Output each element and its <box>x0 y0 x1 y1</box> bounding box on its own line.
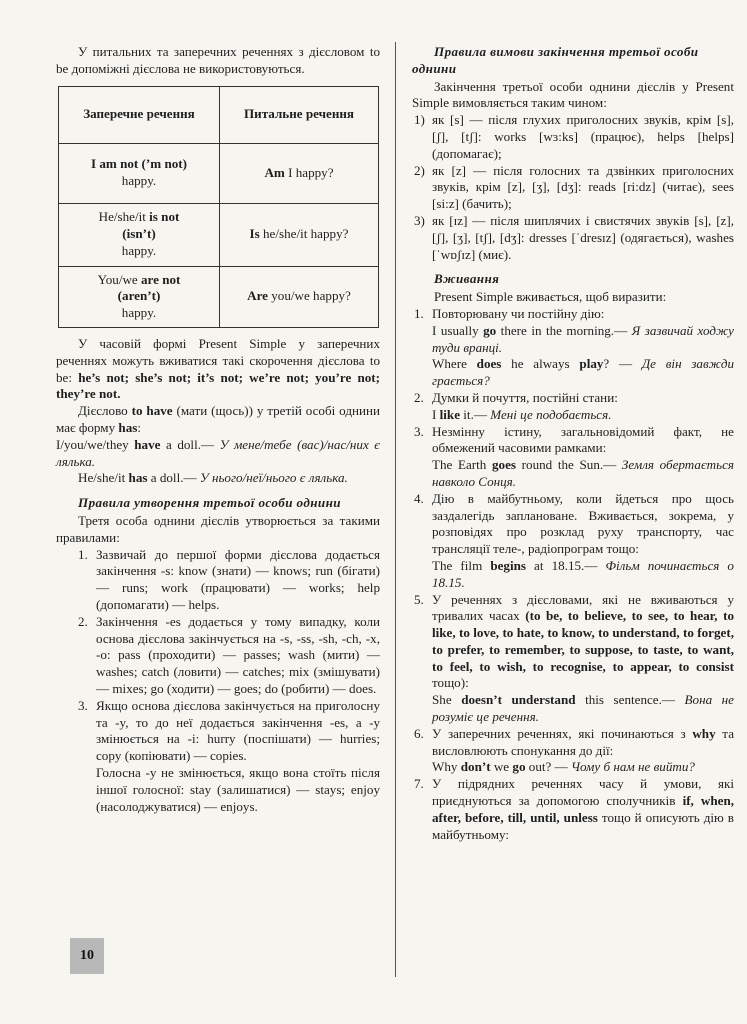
list-item: 4. Дію в майбутньому, коли йдеться про щось заздалегідь заплановане. Вживається, зокрема, у розповідях про розклад руху транспорту, час трансляції теле-, радіопрограм тощо: The film begins at 18.15.— Фільм починається о 18.15. <box>414 490 734 590</box>
list-item: 1. Повторювану чи постійну дію: I usually go there in the morning.— Я зазвичай ходжу туди вранці. Where does he always play? — Де він завжди грається? <box>414 305 735 389</box>
formation-intro: Третя особа однини дієслів утворюється за такими правилами: <box>56 512 380 545</box>
list-item: 2) як [z] — після голосних та дзвінких приголосних звуків, крім [z], [ʒ], [dʒ]: reads [ri:dz] (читає), sees [si:z] (бачить); <box>414 162 734 212</box>
list-item: 1) як [s] — після глухих приголосних звуків, крім [s], [ʃ], [tʃ]: works [wɜ:ks] (працює), helps [helps] (допомагає); <box>414 112 734 161</box>
usage-example: She doesn’t understand this sentence.— Вона не розуміє це речення. <box>432 692 734 725</box>
usage-list <box>412 306 734 844</box>
section-title-pronunciation: Правила вимови закінчення третьої особи однини <box>412 44 699 76</box>
section-title-formation: Правила утворення третьої особи однини <box>78 495 341 511</box>
intro-paragraph: У питальних та заперечних реченнях з дієсловом to be допоміжні дієслова не використовуються. <box>56 44 380 76</box>
table-cell-question: Is he/she/it happy? <box>219 203 378 266</box>
table-row <box>59 143 379 203</box>
formation-rules <box>56 547 380 816</box>
has-example: He/she/it has a doll.— У нього/неї/нього є лялька. <box>78 470 348 486</box>
table-cell-question: Am I happy? <box>219 143 378 203</box>
table-header-question: Питальне речення <box>219 86 378 143</box>
table-row <box>59 266 379 327</box>
usage-example: The Earth goes round the Sun.— Земля обертається навколо Сонця. <box>432 457 734 489</box>
usage-example: I like it.— Мені це подобається. <box>432 406 612 422</box>
usage-example: I usually go there in the morning.— Я зазвичай ходжу туди вранці. <box>432 322 734 355</box>
table-cell-question: Are you/we happy? <box>219 266 378 327</box>
pronunciation-rules <box>412 112 734 263</box>
column-divider <box>395 42 396 977</box>
list-item: 2. Думки й почуття, постійні стани: I like it.— Мені це подобається. <box>412 390 734 424</box>
table-cell-negative: I am not (’m not) happy. <box>59 143 220 203</box>
list-item: 2. Закінчення -es додається у тому випадку, коли основа дієслова закінчується на -s, -ss, -sh, -ch, -x, -o: pass (проходити) — passes; wash (мити) — washes; catch (ловити) — catches; mix (змішувати) — mixes; go (ходити) — goes; do (робити) — does. <box>78 613 380 696</box>
list-item: 5. У реченнях з дієсловами, які не вживаються у тривалих часах (to be, to believe, to see, to hear, to like, to love, to hate, to know, to understand, to forget, to prefer, to remember, to suppose, to taste, to want, to feel, to wish, to recognise, to appear, to consist тощо): She doesn’t understand this sentence.— Вона не розуміє це речення. <box>414 591 734 725</box>
have-example: I/you/we/they have a doll.— У мене/тебе (вас)/нас/них є лялька. <box>56 436 380 469</box>
right-column <box>412 44 734 843</box>
list-item: 1. Зазвичай до першої форми дієслова додається закінчення -s: know (знати) — knows; run (бігати) — runs; work (працювати) — works; help (допомагати) — helps. <box>78 546 380 612</box>
have-paragraph: Дієслово to have (мати (щось)) у третій особі однини має форму has: <box>56 403 381 435</box>
list-item: 6. У заперечних реченнях, які починаються з why та висловлюють спонукання до дії: Why don’t we go out? — Чому б нам не вийти? <box>414 725 735 775</box>
list-item: 3) як [ɪz] — після шиплячих і свистячих звуків [s], [z], [ʃ], [ʒ], [tʃ], [dʒ]: dresses [ˈdresɪz] (одягається), washes [ˈwɒʃɪz] (миє). <box>414 212 734 262</box>
list-item: 3. Незмінну істину, загальновідомий факт, не обмежений часовими рамками: The Earth goes round the Sun.— Земля обертається навколо Сонця. <box>414 423 734 489</box>
usage-intro: Present Simple вживається, щоб виразити: <box>434 289 667 305</box>
table-row <box>59 203 379 266</box>
list-item: 3. Якщо основа дієслова закінчується на приголосну та -y, то до неї додається закінчення -es, а -y змінюється на -i: hurry (поспішати) — hurries; copy (копіювати) — copies. Голосна -y не змінюється, якщо вона стоїть після іншої голосної: stay (залишатися) — stays; enjoy (насолоджуватися) — enjoys. <box>78 697 380 814</box>
to-be-table <box>58 86 379 328</box>
table-cell-negative: He/she/it is not (isn’t) happy. <box>59 203 220 266</box>
pronunciation-intro: Закінчення третьої особи однини дієслів у Present Simple вимовляється таким чином: <box>412 78 734 111</box>
usage-example: Why don’t we go out? — Чому б нам не вийти? <box>432 759 695 775</box>
usage-example: The film begins at 18.15.— Фільм починається о 18.15. <box>432 557 734 590</box>
table-cell-negative: You/we are not (aren’t) happy. <box>59 266 220 327</box>
usage-example: Where does he always play? — Де він завжди грається? <box>432 356 735 389</box>
list-item: 7. У підрядних реченнях часу й умови, які приєднуються за допомогою сполучників if, when, after, before, till, until, unless тощо й описують дію в майбутньому: <box>414 776 735 842</box>
rule3-note: Голосна -y не змінюється, якщо вона стоїть після іншої голосної: stay (залишатися) — stays; enjoy (насолоджуватися) — enjoys. <box>96 764 380 814</box>
contractions-paragraph: У часовій формі Present Simple у заперечних реченнях можуть вживатися такі скорочення дієслова to be: he’s not; she’s not; it’s not; we’re not; you’re not; they’re not. <box>56 335 380 402</box>
table-header-negative: Заперечне речення <box>59 86 220 143</box>
section-title-usage: Вживання <box>434 271 500 287</box>
page-number: 10 <box>70 938 104 974</box>
left-column <box>56 44 380 815</box>
